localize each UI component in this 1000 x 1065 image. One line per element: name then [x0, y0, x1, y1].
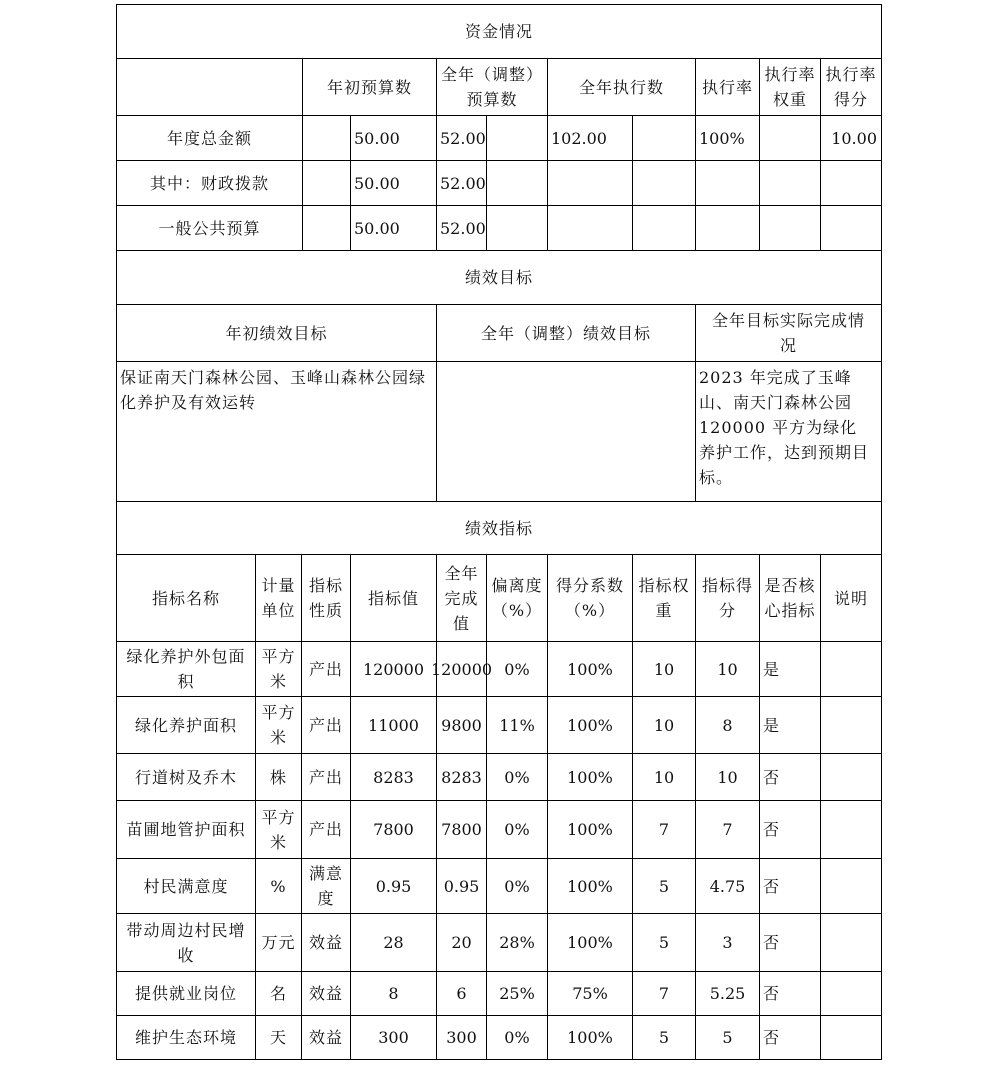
indicator-weight: 5: [632, 858, 696, 914]
indicator-deviation: 0%: [486, 641, 548, 697]
indicator-target: 120000: [350, 641, 437, 697]
indicator-coef: 100%: [547, 753, 633, 801]
indicator-weight: 10: [632, 696, 696, 754]
funds-adjusted-value: 52.00: [436, 160, 487, 206]
indicator-nature: 产出: [301, 753, 351, 801]
funds-blank-cell: [486, 115, 548, 161]
indicator-note: [820, 913, 882, 972]
indicator-name: 提供就业岗位: [116, 971, 256, 1016]
indicator-unit: 株: [255, 753, 302, 801]
performance-table: [117, 5, 882, 1061]
indicator-deviation: 0%: [486, 800, 548, 859]
header-indicator-target: 指标值: [350, 554, 437, 642]
indicator-nature: 效益: [301, 971, 351, 1016]
indicator-target: 7800: [350, 800, 437, 859]
indicator-score: 3: [695, 913, 760, 972]
indicator-unit: 天: [255, 1015, 302, 1060]
header-rate-weight: 执行率权重: [759, 58, 821, 116]
indicator-coef: 100%: [547, 696, 633, 754]
indicator-core: 否: [759, 858, 821, 914]
indicator-actual: 8283: [436, 753, 487, 801]
funds-weight-value: [759, 160, 821, 206]
indicator-core: 否: [759, 913, 821, 972]
indicator-actual: 6: [436, 971, 487, 1016]
indicator-note: [820, 800, 882, 859]
indicator-core: 是: [759, 696, 821, 754]
indicator-target: 28: [350, 913, 437, 972]
indicator-score: 8: [695, 696, 760, 754]
indicator-weight: 10: [632, 753, 696, 801]
funds-weight-value: [759, 115, 821, 161]
header-indicator-nature: 指标性质: [301, 554, 351, 642]
indicator-note: [820, 696, 882, 754]
header-rate-score: 执行率得分: [820, 58, 882, 116]
goals-section-title: 绩效目标: [116, 250, 882, 305]
indicator-actual: 120000: [436, 641, 487, 697]
funds-blank-cell: [632, 115, 696, 161]
header-indicator-deviation: 偏离度（%）: [486, 554, 548, 642]
indicator-weight: 10: [632, 641, 696, 697]
header-annual-execution: 全年执行数: [547, 58, 696, 116]
funds-row-label: 其中：财政拨款: [116, 160, 303, 206]
indicator-nature: 产出: [301, 696, 351, 754]
indicator-unit: 万元: [255, 913, 302, 972]
indicator-target: 8: [350, 971, 437, 1016]
funds-execution-value: [547, 160, 633, 206]
indicator-note: [820, 641, 882, 697]
header-indicator-name: 指标名称: [116, 554, 256, 642]
indicator-score: 7: [695, 800, 760, 859]
indicator-actual: 7800: [436, 800, 487, 859]
indicator-target: 8283: [350, 753, 437, 801]
indicator-core: 是: [759, 641, 821, 697]
indicator-actual: 20: [436, 913, 487, 972]
indicator-name: 村民满意度: [116, 858, 256, 914]
header-indicator-actual: 全年完成值: [436, 554, 487, 642]
indicator-name: 绿化养护外包面积: [116, 641, 256, 697]
funds-score-value: [820, 205, 882, 251]
indicator-name: 带动周边村民增收: [116, 913, 256, 972]
header-adjusted-budget: 全年（调整）预算数: [436, 58, 548, 116]
header-adjusted-goal: 全年（调整）绩效目标: [436, 304, 696, 362]
indicator-name: 维护生态环境: [116, 1015, 256, 1060]
indicator-note: [820, 1015, 882, 1060]
indicator-score: 10: [695, 641, 760, 697]
indicator-unit: 平方米: [255, 641, 302, 697]
funds-blank-cell: [302, 115, 351, 161]
indicator-coef: 100%: [547, 641, 633, 697]
funds-header-blank: [116, 58, 303, 116]
indicator-nature: 效益: [301, 1015, 351, 1060]
header-indicator-note: 说明: [820, 554, 882, 642]
indicators-section-title: 绩效指标: [116, 501, 882, 555]
header-indicator-score: 指标得分: [695, 554, 760, 642]
funds-initial-value: 50.00: [350, 205, 437, 251]
funds-execution-value: 102.00: [547, 115, 633, 161]
header-actual-completion: 全年目标实际完成情况: [695, 304, 882, 362]
header-indicator-unit: 计量单位: [255, 554, 302, 642]
header-indicator-core: 是否核心指标: [759, 554, 821, 642]
funds-row-label: 一般公共预算: [116, 205, 303, 251]
funds-score-value: 10.00: [820, 115, 882, 161]
indicator-nature: 满意度: [301, 858, 351, 914]
indicator-weight: 5: [632, 1015, 696, 1060]
indicator-unit: 平方米: [255, 800, 302, 859]
indicator-core: 否: [759, 753, 821, 801]
funds-row-label: 年度总金额: [116, 115, 303, 161]
adjusted-goal-text: [436, 361, 696, 502]
indicator-score: 5: [695, 1015, 760, 1060]
indicator-weight: 7: [632, 800, 696, 859]
funds-blank-cell: [302, 160, 351, 206]
indicator-coef: 100%: [547, 1015, 633, 1060]
indicator-deviation: 0%: [486, 858, 548, 914]
header-initial-budget: 年初预算数: [302, 58, 437, 116]
indicator-actual: 300: [436, 1015, 487, 1060]
funds-blank-cell: [632, 160, 696, 206]
actual-completion-text: [695, 361, 882, 502]
funds-adjusted-value: 52.00: [436, 115, 487, 161]
initial-goal-text: [116, 361, 437, 502]
indicator-nature: 产出: [301, 800, 351, 859]
funds-blank-cell: [486, 160, 548, 206]
funds-weight-value: [759, 205, 821, 251]
funds-section-title: 资金情况: [116, 4, 882, 59]
indicator-core: 否: [759, 971, 821, 1016]
indicator-target: 0.95: [350, 858, 437, 914]
header-indicator-weight: 指标权重: [632, 554, 696, 642]
indicator-score: 5.25: [695, 971, 760, 1016]
funds-score-value: [820, 160, 882, 206]
indicator-name: 苗圃地管护面积: [116, 800, 256, 859]
indicator-score: 10: [695, 753, 760, 801]
actual-completion-content: 2023 年完成了玉峰山、南天门森林公园120000 平方为绿化养护工作，达到预期目标。: [699, 368, 870, 487]
indicator-unit: 名: [255, 971, 302, 1016]
indicator-actual: 0.95: [436, 858, 487, 914]
indicator-coef: 100%: [547, 913, 633, 972]
indicator-coef: 75%: [547, 971, 633, 1016]
header-execution-rate: 执行率: [695, 58, 760, 116]
funds-blank-cell: [632, 205, 696, 251]
funds-rate-value: [695, 205, 760, 251]
header-initial-goal: 年初绩效目标: [116, 304, 437, 362]
indicator-note: [820, 971, 882, 1016]
indicator-score: 4.75: [695, 858, 760, 914]
indicator-actual: 9800: [436, 696, 487, 754]
indicator-deviation: 0%: [486, 1015, 548, 1060]
indicator-unit: 平方米: [255, 696, 302, 754]
indicator-deviation: 25%: [486, 971, 548, 1016]
initial-goal-content: 保证南天门森林公园、玉峰山森林公园绿化养护及有效运转: [120, 368, 427, 412]
indicator-note: [820, 753, 882, 801]
indicator-name: 绿化养护面积: [116, 696, 256, 754]
indicator-target: 11000: [350, 696, 437, 754]
funds-blank-cell: [302, 205, 351, 251]
indicator-deviation: 11%: [486, 696, 548, 754]
indicator-weight: 5: [632, 913, 696, 972]
funds-initial-value: 50.00: [350, 115, 437, 161]
indicator-nature: 产出: [301, 641, 351, 697]
indicator-deviation: 28%: [486, 913, 548, 972]
funds-execution-value: [547, 205, 633, 251]
funds-adjusted-value: 52.00: [436, 205, 487, 251]
funds-rate-value: 100%: [695, 115, 760, 161]
indicator-coef: 100%: [547, 858, 633, 914]
indicator-name: 行道树及乔木: [116, 753, 256, 801]
indicator-unit: %: [255, 858, 302, 914]
indicator-note: [820, 858, 882, 914]
indicator-target: 300: [350, 1015, 437, 1060]
indicator-weight: 7: [632, 971, 696, 1016]
indicator-core: 否: [759, 1015, 821, 1060]
indicator-nature: 效益: [301, 913, 351, 972]
indicator-core: 否: [759, 800, 821, 859]
header-indicator-coef: 得分系数（%）: [547, 554, 633, 642]
indicator-coef: 100%: [547, 800, 633, 859]
funds-initial-value: 50.00: [350, 160, 437, 206]
indicator-deviation: 0%: [486, 753, 548, 801]
funds-blank-cell: [486, 205, 548, 251]
funds-rate-value: [695, 160, 760, 206]
